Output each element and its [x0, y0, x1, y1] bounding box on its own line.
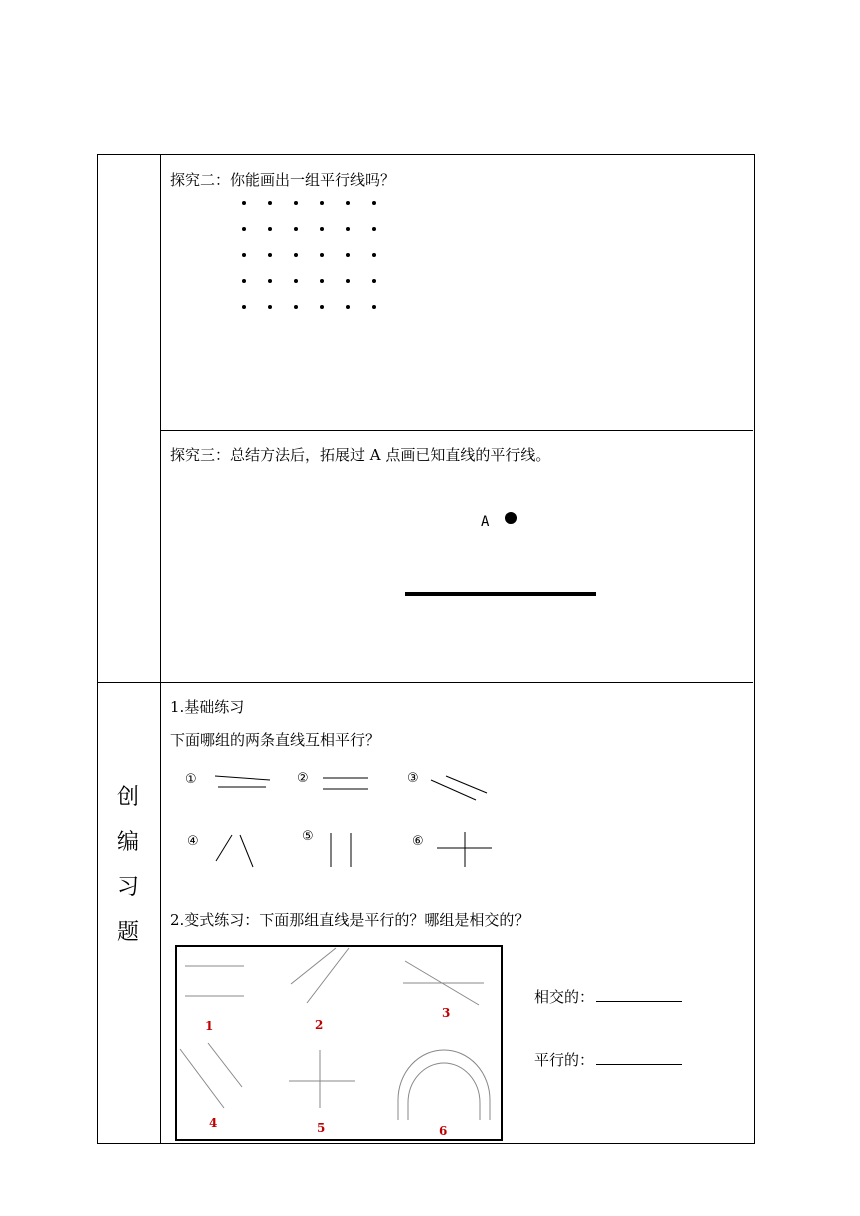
answer-intersecting-row	[534, 987, 682, 1007]
option-6-label: ⑥	[412, 834, 424, 849]
figure-number-5: 5	[317, 1121, 326, 1135]
option-1-label: ①	[185, 772, 197, 787]
figure-number-4: 4	[209, 1116, 218, 1130]
figure-number-6: 6	[439, 1124, 448, 1138]
exercise1-heading: 1.基础练习	[170, 698, 245, 716]
option-3-label: ③	[407, 771, 419, 786]
sidebar-char-2: 编	[117, 830, 140, 855]
figure-number-2: 2	[315, 1018, 324, 1032]
answer-parallel-blank[interactable]	[596, 1050, 682, 1065]
option-4-label: ④	[187, 834, 199, 849]
figure-number-1: 1	[205, 1019, 214, 1033]
point-a-label: A	[481, 514, 490, 530]
answer-parallel-row	[534, 1050, 682, 1070]
sidebar-char-3: 习	[117, 875, 140, 900]
answer-intersecting-label: 相交的：	[534, 988, 595, 1006]
exercise2-heading: 2.变式练习：下面那组直线是平行的？哪组是相交的？	[170, 911, 530, 929]
figure-number-3: 3	[442, 1006, 451, 1020]
inquiry3-prompt: 探究三：总结方法后，拓展过 A 点画已知直线的平行线。	[170, 446, 551, 464]
answer-parallel-label: 平行的：	[534, 1051, 595, 1069]
sidebar-char-1: 创	[117, 785, 140, 810]
sidebar-char-4: 题	[117, 920, 140, 945]
option-5-label: ⑤	[302, 829, 314, 844]
figure-box-border	[176, 946, 502, 1140]
exercise1-question: 下面哪组的两条直线互相平行？	[170, 731, 381, 749]
inquiry2-prompt: 探究二：你能画出一组平行线吗？	[170, 171, 396, 189]
answer-intersecting-blank[interactable]	[596, 987, 682, 1002]
option-2-label: ②	[297, 771, 309, 786]
